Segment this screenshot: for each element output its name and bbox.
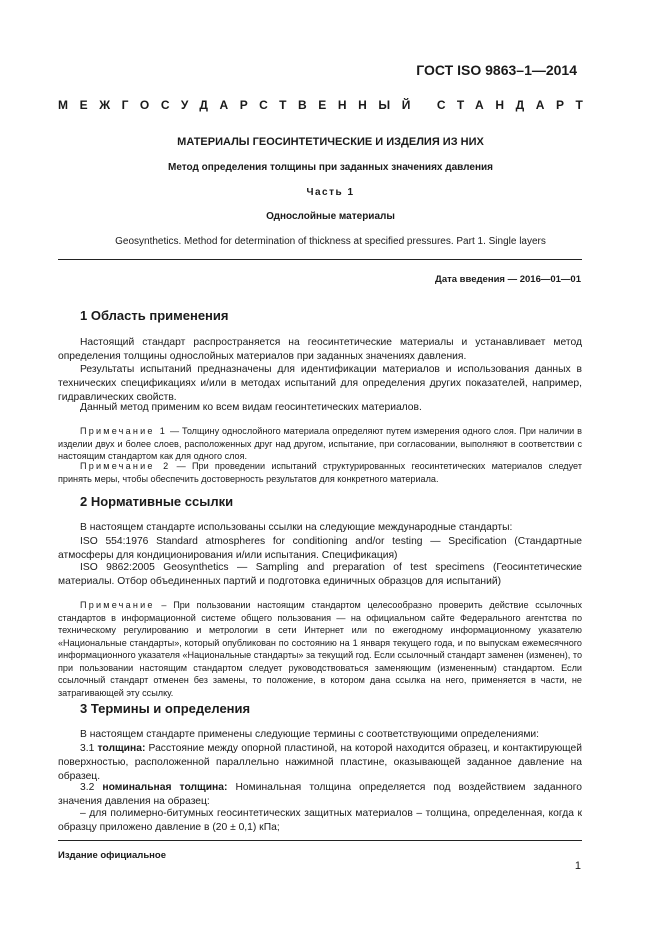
section-1-note-2 (58, 460, 582, 485)
note-text: – При пользовании настоящим стандартом целесообразно проверить действие ссылочных стандартов в информационной системе общего пользования — на официальном сайте Федерального агентства по техническому регулированию и метрологии в сети Интернет или по ежегодному информационному указателю «Национальные стандарты», который опубликован по состоянию на 1 января текущего года, и по выпускам ежемесячного информационного указателя «Национальные стандарты» за текущий год. Если ссылочный стандарт заменен (изменен), то при пользовании настоящим стандартом следует руководствоваться заменяющим (измененным) стандартом. Если ссылочный стандарт отменен без замены, то положение, в котором дана ссылка на него, применяется в части, не затрагивающей эту ссылку. (58, 600, 582, 698)
section-1-paragraph: Данный метод применим ко всем видам геосинтетических материалов. (80, 402, 422, 413)
note-label: Примечание 2 (80, 461, 171, 471)
section-1-note-1 (58, 425, 582, 463)
footer-divider (58, 840, 582, 841)
section-1-paragraph: Результаты испытаний предназначены для идентификации материалов и использования данных в технических спецификациях и/или в методах испытаний для определения других показателей, например, гидравлических свойств. (58, 364, 582, 403)
section-2-paragraph: В настоящем стандарте использованы ссылки на следующие международные стандарты: (80, 522, 513, 533)
method-title: Метод определения толщины при заданных значениях давления (168, 162, 493, 173)
term-name: номинальная толщина: (102, 782, 228, 793)
term-3-1 (58, 742, 582, 784)
official-edition-label: Издание официальное (58, 850, 166, 861)
section-2-note (58, 599, 582, 699)
subtitle: Однослойные материалы (266, 211, 395, 222)
note-text: — При проведении испытаний структурированных геосинтетических материалов следует принять меры, чтобы обеспечить достоверность результатов для конкретного материала. (58, 461, 582, 484)
term-definition: Расстояние между опорной пластиной, на которой находится образец, и контактирующей поверхностью, расположенной параллельно нажимной пластине, оказывающей заданное давление на образец. (58, 743, 582, 782)
reference-iso-554: ISO 554:1976 Standard atmospheres for conditioning and/or testing — Specification (Стандартные атмосферы для кондиционирования и/или испытания. Спецификация) (58, 536, 582, 561)
section-3-heading: 3 Термины и определения (80, 701, 251, 716)
term-3-2 (58, 781, 582, 809)
term-3-2-item: – для полимерно-битумных геосинтетических защитных материалов – толщина, определенная, когда к образцу приложено давление в (20 ± 0,1) кПа; (58, 808, 582, 833)
section-1-paragraph: Настоящий стандарт распространяется на геосинтетические материалы и устанавливает метод определения толщины однослойных материалов при заданных значениях давления. (58, 337, 582, 362)
term-number: 3.2 (80, 782, 103, 793)
standard-code: ГОСТ ISO 9863–1—2014 (416, 62, 577, 78)
section-1-heading: 1 Область применения (80, 308, 229, 323)
term-name: толщина: (97, 743, 146, 754)
introduction-date: Дата введения — 2016—01—01 (435, 274, 581, 285)
note-text: — Толщину однослойного материала определяют путем измерения одного слоя. При наличии в изделии двух и более слоев, расположенных друг над другом, испытание, при согласовании, выполняют в соответствии с настоящим стандартом как для одного слоя. (58, 426, 582, 461)
term-number: 3.1 (80, 743, 98, 754)
section-3-paragraph: В настоящем стандарте применены следующие термины с соответствующими определениями: (80, 729, 540, 740)
part-title: Часть 1 (306, 187, 355, 198)
reference-iso-9862: ISO 9862:2005 Geosynthetics — Sampling and preparation of test specimens (Геосинтетические материалы. Отбор объединенных партий и подготовка единичных образцов для испытаний) (58, 562, 582, 587)
page-number: 1 (574, 860, 581, 872)
english-title: Geosynthetics. Method for determination of thickness at specified pressures. Part 1. Single layers (115, 236, 546, 247)
note-label: Примечание (80, 600, 155, 610)
title-divider (58, 259, 582, 260)
term-definition: Номинальная толщина определяется под воздействием заданного значения давления на образец: (58, 782, 582, 807)
document-title: МАТЕРИАЛЫ ГЕОСИНТЕТИЧЕСКИЕ И ИЗДЕЛИЯ ИЗ НИХ (177, 136, 484, 148)
note-label: Примечание 1 (80, 426, 168, 436)
interstate-standard-label: МЕЖГОСУДАРСТВЕННЫЙ СТАНДАРТ (58, 98, 595, 112)
section-2-heading: 2 Нормативные ссылки (80, 494, 234, 509)
